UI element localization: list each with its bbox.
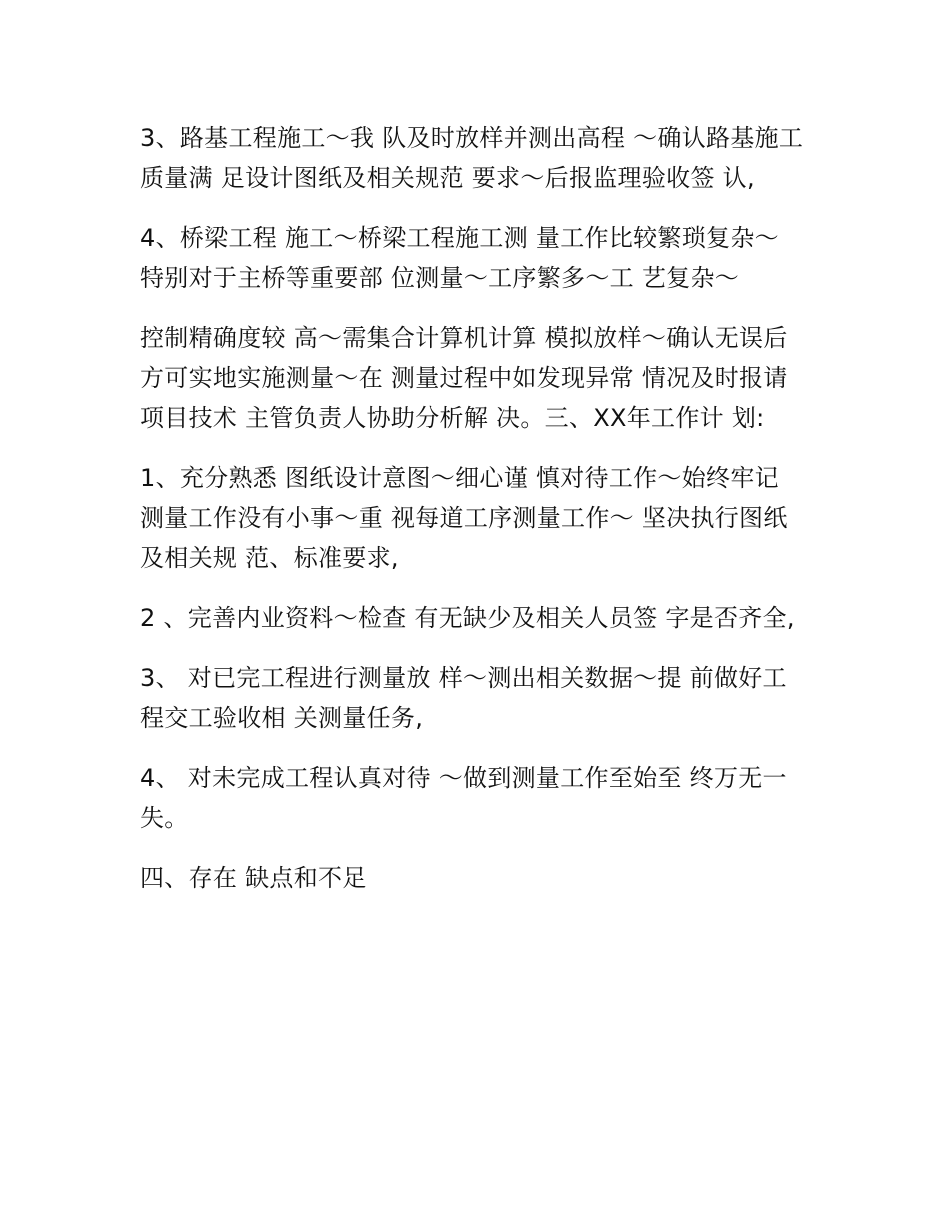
section-heading-shortcomings: 四、存在 缺点和不足 <box>140 864 367 892</box>
paragraph-roadbed-construction: 3、路基工程施工～我 队及时放样并测出高程 ～确认路基施工质量满 足设计图纸及相关规范 要求～后报监理验收签 认, <box>140 124 804 192</box>
paragraph-bridge-construction: 4、桥梁工程 施工～桥梁工程施工测 量工作比较繁琐复杂～ 特别对于主桥等重要部 位测量～工序繁多～工 艺复杂～ <box>140 224 779 292</box>
paragraph-plan-item-3: 3、 对已完工程进行测量放 样～测出相关数据～提 前做好工程交工验收相 关测量任务, <box>140 664 787 732</box>
document-body <box>140 118 808 918</box>
paragraph-precision-control: 控制精确度较 高～需集合计算机计算 模拟放样～确认无误后 方可实地实施测量～在 测量过程中如发现异常 情况及时报请项目技术 主管负责人协助分析解 决。三、XX年工作计 划: <box>140 324 788 432</box>
paragraph-plan-item-4: 4、 对未完成工程认真对待 ～做到测量工作至始至 终万无一失。 <box>140 764 787 832</box>
paragraph-plan-item-2: 2 、完善内业资料～检查 有无缺少及相关人员签 字是否齐全, <box>140 604 795 632</box>
paragraph-plan-item-1: 1、充分熟悉 图纸设计意图～细心谨 慎对待工作～始终牢记 测量工作没有小事～重 视每道工序测量工作～ 坚决执行图纸及相关规 范、标准要求, <box>140 464 788 572</box>
